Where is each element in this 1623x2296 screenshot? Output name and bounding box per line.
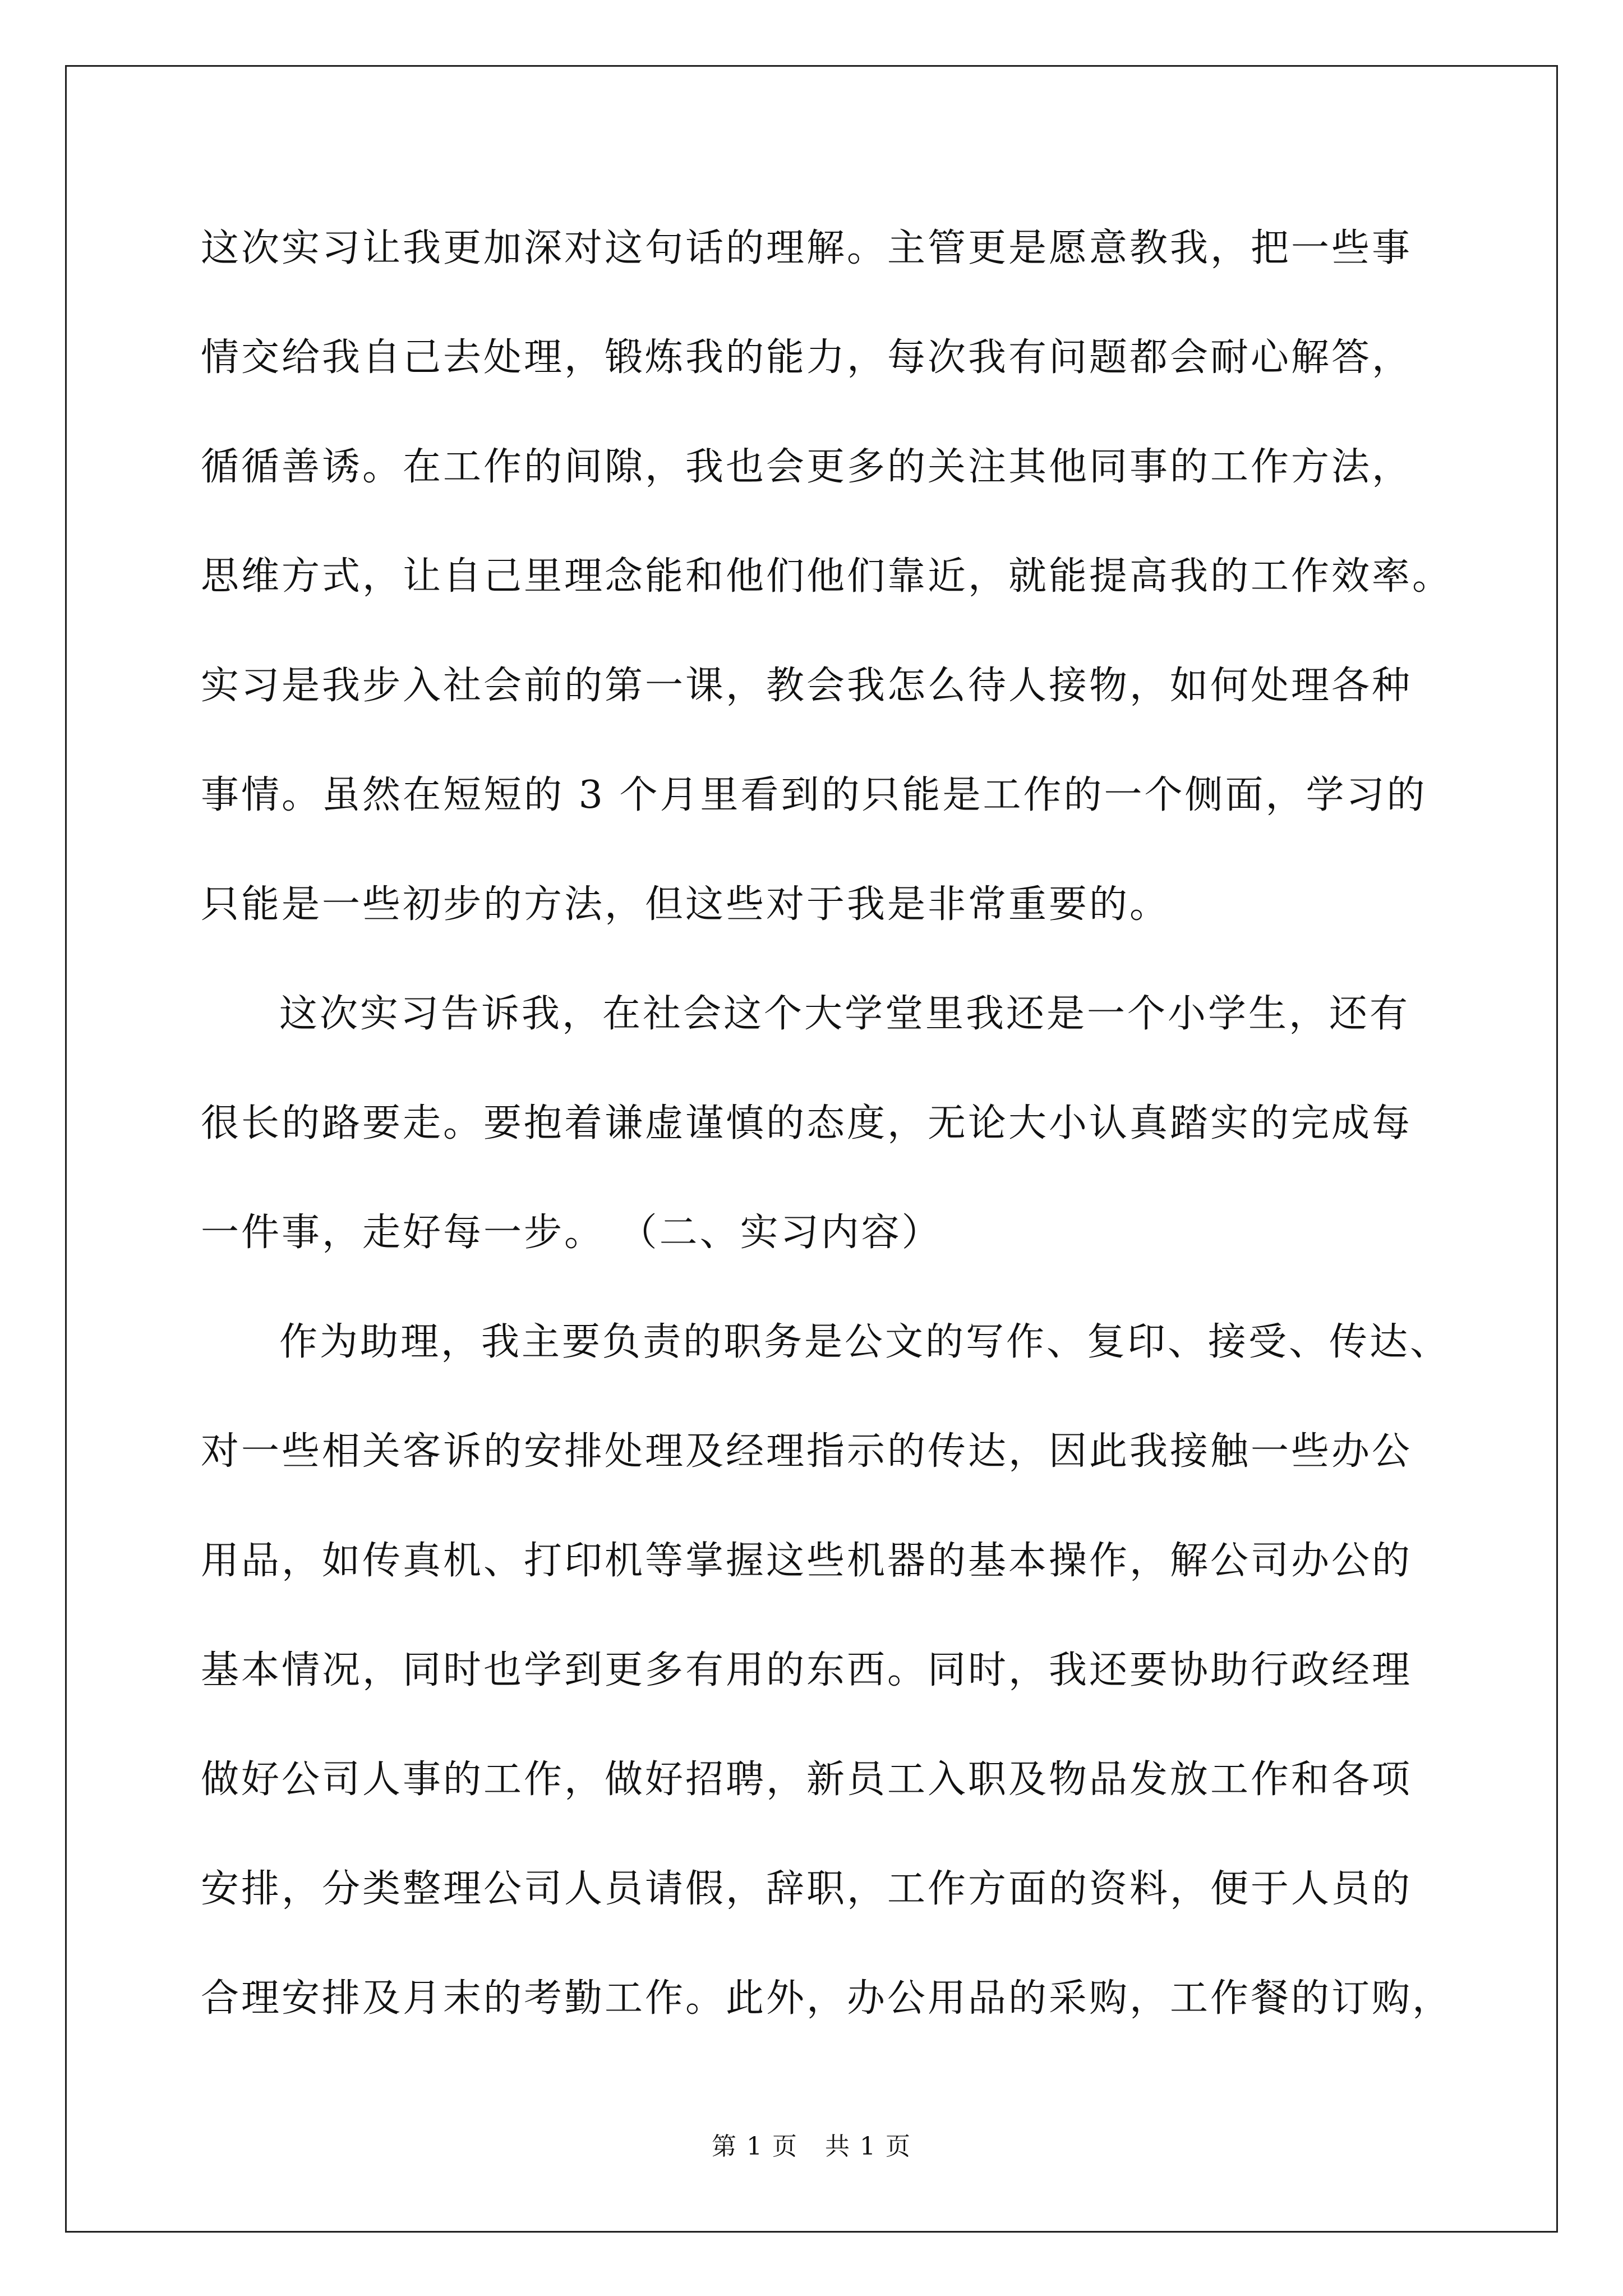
page-footer: 第 1 页 共 1 页 [712, 2132, 911, 2161]
paragraph-first-line: 作为助理，我主要负责的职务是公文的写作、复印、接受、传达、 [279, 1320, 1451, 1364]
text-line: 循循善诱。在工作的间隙，我也会更多的关注其他同事的工作方法， [201, 445, 1413, 489]
text-line: 基本情况，同时也学到更多有用的东西。同时，我还要协助行政经理 [201, 1648, 1413, 1692]
text-line: 事情。虽然在短短的 3 个月里看到的只能是工作的一个侧面，学习的 [201, 773, 1427, 817]
text-line: 合理安排及月末的考勤工作。此外，办公用品的采购，工作餐的订购， [201, 1976, 1453, 2021]
text-line: 用品，如传真机、打印机等掌握这些机器的基本操作，解公司办公的 [201, 1539, 1413, 1583]
text-line: 一件事，走好每一步。 （二、实习内容） [201, 1211, 942, 1255]
text-line: 对一些相关客诉的安排处理及经理指示的传达，因此我接触一些办公 [201, 1429, 1413, 1474]
text-line: 做好公司人事的工作，做好招聘，新员工入职及物品发放工作和各项 [201, 1757, 1413, 1802]
paragraph-first-line: 这次实习告诉我，在社会这个大学堂里我还是一个小学生，还有 [279, 992, 1410, 1036]
text-line: 只能是一些初步的方法，但这些对于我是非常重要的。 [201, 882, 1170, 927]
text-line: 实习是我步入社会前的第一课，教会我怎么待人接物，如何处理各种 [201, 664, 1413, 708]
text-line: 很长的路要走。要抱着谦虚谨慎的态度，无论大小认真踏实的完成每 [201, 1101, 1413, 1145]
text-line: 安排，分类整理公司人员请假，辞职，工作方面的资料，便于人员的 [201, 1867, 1413, 1911]
text-line: 情交给我自己去处理，锻炼我的能力，每次我有问题都会耐心解答， [201, 335, 1413, 380]
text-line: 思维方式，让自己里理念能和他们他们靠近，就能提高我的工作效率。 [201, 554, 1453, 599]
text-line: 这次实习让我更加深对这句话的理解。主管更是愿意教我，把一些事 [201, 226, 1413, 270]
